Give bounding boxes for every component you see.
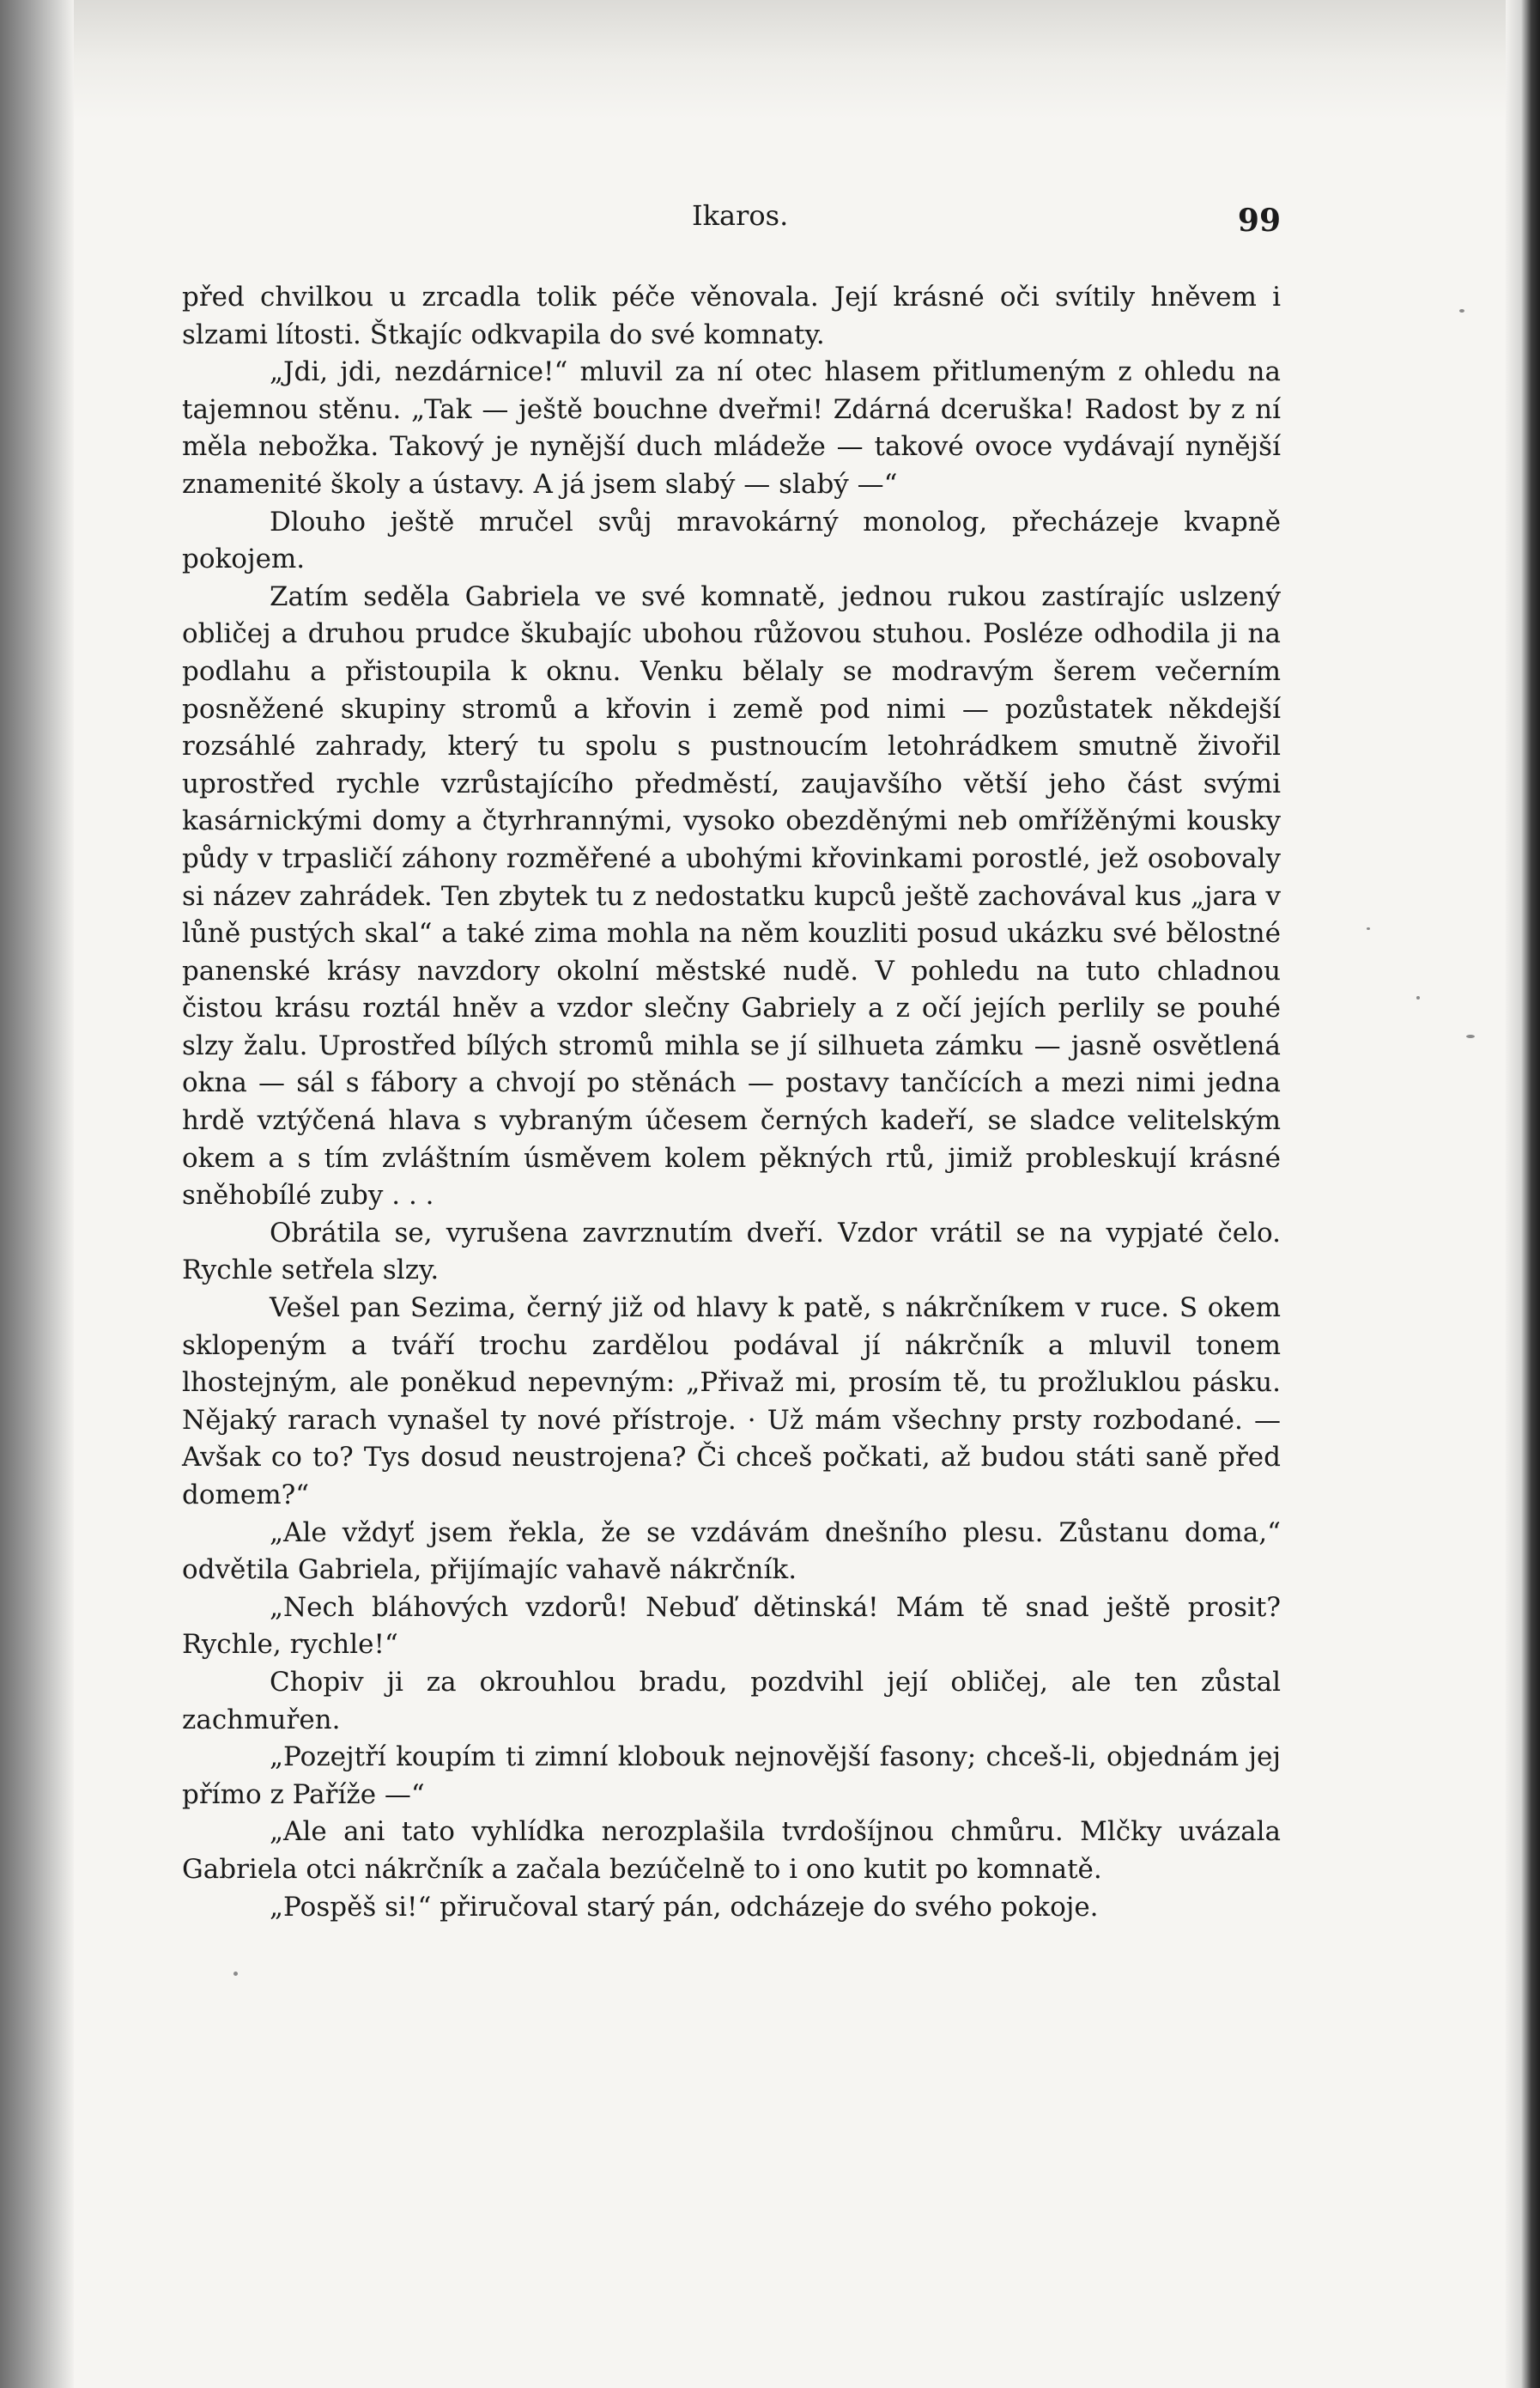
book-gutter-shadow (0, 0, 74, 2388)
running-head (182, 199, 1281, 242)
page-edge-shadow (1506, 0, 1540, 2388)
paragraph: Obrátila se, vyrušena zavrznutím dveří. Vzdor vrátil se na vypjaté čelo. Rychle setřela slzy. (182, 1217, 1281, 1286)
paragraph: Zatím seděla Gabriela ve své komnatě, jednou rukou zastírajíc uslzený obličej a druhou prudce škubajíc ubohou růžovou stuhou. Posléze odhodila ji na podlahu a přistoupila k oknu. Venku bělaly se modravým šerem večerním posněžené skupiny stromů a křovin i země pod nimi — pozůstatek někdejší rozsáhlé zahrady, který tu spolu s pustnoucím letohrádkem smutně živořil uprostřed rychle vzrůstajícího předměstí, zaujavšího větší jeho část svými kasárnickými domy a čtyrhrannými, vysoko obezděnými neb omřížěnými kousky půdy v trpasličí záhony rozměřené a ubohými křovinkami porostlé, jež osobovaly si název zahrádek. Ten zbytek tu z nedostatku kupců ještě zachovával kus „jara v lůně pustých skal“ a také zima mohla na něm kouzliti posud ukázku své bělostné panenské krásy navzdory okolní městské nudě. V pohledu na tuto chladnou čistou krásu roztál hněv a vzdor slečny Gabriely a z očí jejích perlily se pouhé slzy žalu. Uprostřed bílých stromů mihla se jí silhueta zámku — jasně osvětlená okna — sál s fábory a chvojí po stěnách — postavy tančících a mezi nimi jedna hrdě vztýčená hlava s vybraným účesem černých kadeří, se sladce velitelským okem a s tím zvláštním úsměvem kolem pěkných rtů, jimiž probleskují krásné sněhobílé zuby . . . (182, 580, 1281, 1212)
paragraph: před chvilkou u zrcadla tolik péče věnovala. Její krásné oči svítily hněvem i slzami lítosti. Štkajíc odkvapila do své komnaty. (182, 282, 1281, 350)
paragraph: „Pozejtří koupím ti zimní klobouk nejnovější fasony; chceš-li, objednám jej přímo z Paříže —“ (182, 1741, 1281, 1810)
paragraph: „Ale ani tato vyhlídka nerozplašila tvrdošíjnou chmůru. Mlčky uvázala Gabriela otci nákrčník a začala bezúčelně to i ono kutit po komnatě. (182, 1816, 1281, 1885)
page-number: 99 (1237, 203, 1281, 239)
paragraph: „Nech bláhových vzdorů! Nebuď dětinská! Mám tě snad ještě prosit? Rychle, rychle!“ (182, 1591, 1281, 1661)
paragraph: „Jdi, jdi, nezdárnice!“ mluvil za ní otec hlasem přitlumeným z ohledu na tajemnou stěnu. „Tak — ještě bouchne dveřmi! Zdárná dceruška! Radost by z ní měla nebožka. Takový je nynější duch mládeže — takové ovoce vydávají nynější znamenité školy a ústavy. A já jsem slabý — slabý —“ (182, 356, 1281, 500)
top-shadow (74, 0, 1506, 120)
scan-speck (1416, 996, 1420, 1000)
paragraph: Chopiv ji za okrouhlou bradu, pozdvihl její obličej, ale ten zůstal zachmuřen. (182, 1666, 1281, 1735)
scan-speck (1367, 927, 1370, 930)
running-title: Ikaros. (692, 199, 789, 232)
paragraph: Dlouho ještě mručel svůj mravokárný monolog, přecházeje kvapně pokojem. (182, 506, 1281, 575)
scan-speck (233, 1972, 238, 1976)
paragraph: Vešel pan Sezima, černý již od hlavy k patě, s nákrčníkem v ruce. S okem sklopeným a tváří trochu zardělou podával jí nákrčník a mluvil tonem lhostejným, ale poněkud nepevným: „Přivaž mi, prosím tě, tu prožluklou pásku. Nějaký rarach vynašel ty nové přístroje. · Už mám všechny prsty rozbodané. — Avšak co to? Tys dosud neustrojena? Či chceš počkati, až budou státi saně před domem?“ (182, 1292, 1281, 1510)
paragraph: „Ale vždyť jsem řekla, že se vzdávám dnešního plesu. Zůstanu doma,“ odvětila Gabriela, přijímajíc vahavě nákrčník. (182, 1516, 1281, 1586)
scan-speck (1459, 309, 1464, 313)
body-text (182, 279, 1281, 1926)
paragraph: „Pospěš si!“ přiručoval starý pán, odcházeje do svého pokoje. (270, 1891, 1099, 1923)
scan-speck (1466, 1035, 1475, 1038)
